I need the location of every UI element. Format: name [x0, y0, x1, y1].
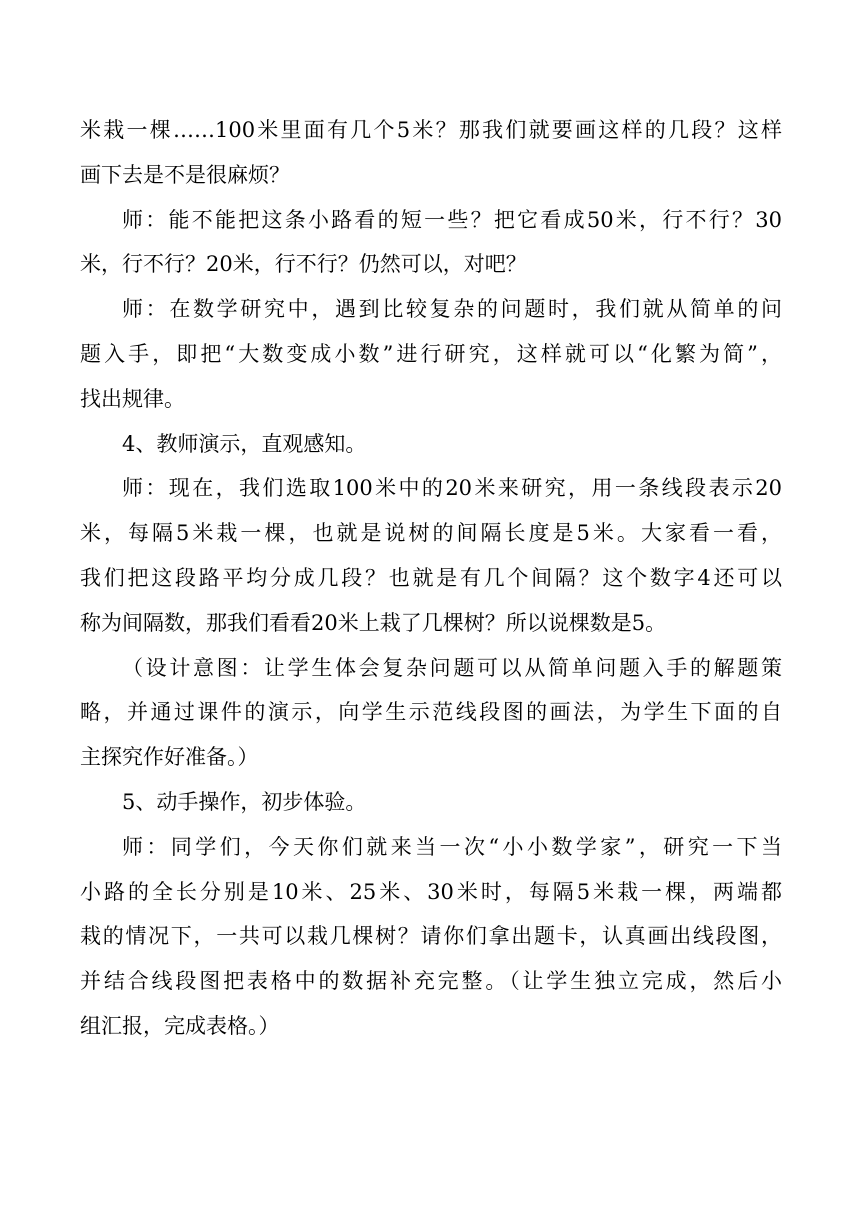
section-heading [80, 780, 782, 825]
text-line: 师：同学们，今天你们就来当一次“小小数学家”，研究一下当 [122, 834, 782, 859]
text-line: （设计意图：让学生体会复杂问题可以从简单问题入手的解题策 [122, 655, 782, 680]
paragraph [80, 287, 782, 421]
text-line: 称为间隔数，那我们看看20米上栽了几棵树？所以说棵数是5。 [80, 610, 667, 635]
design-note [80, 646, 782, 780]
text-line: 主探究作好准备。） [80, 745, 259, 770]
text-line: 师：在数学研究中，遇到比较复杂的问题时，我们就从简单的问 [122, 297, 782, 322]
text-line: 小路的全长分别是10米、25米、30米时，每隔5米栽一棵，两端都 [80, 879, 782, 904]
text-line: 略，并通过课件的演示，向学生示范线段图的画法，为学生下面的自 [80, 700, 782, 725]
text-line: 并结合线段图把表格中的数据补充完整。（让学生独立完成，然后小 [80, 969, 782, 994]
text-line: 题入手，即把“大数变成小数”进行研究，这样就可以“化繁为简”， [80, 341, 782, 366]
text-line: 我们把这段路平均分成几段？也就是有几个间隔？这个数字4还可以 [80, 565, 782, 590]
document-body [80, 108, 782, 1049]
text-line: 画下去是不是很麻烦？ [80, 162, 290, 187]
text-line: 米，每隔5米栽一棵，也就是说树的间隔长度是5米。大家看一看， [80, 521, 782, 546]
paragraph [80, 198, 782, 288]
text-line: 师：能不能把这条小路看的短一些？把它看成50米，行不行？30 [122, 207, 782, 232]
text-line: 组汇报，完成表格。） [80, 1013, 280, 1038]
paragraph [80, 825, 782, 1049]
section-heading [80, 422, 782, 467]
text-line: 4、教师演示，直观感知。 [122, 431, 367, 456]
text-line: 5、动手操作，初步体验。 [122, 789, 367, 814]
text-line: 师：现在，我们选取100米中的20米来研究，用一条线段表示20 [122, 476, 782, 501]
text-line: 米，行不行？20米，行不行？仍然可以，对吧？ [80, 252, 527, 277]
text-line: 栽的情况下，一共可以栽几棵树？请你们拿出题卡，认真画出线段图， [80, 924, 782, 949]
text-line: 米栽一棵……100米里面有几个5米？那我们就要画这样的几段？这样 [80, 118, 782, 142]
paragraph [80, 108, 782, 198]
text-line: 找出规律。 [80, 386, 185, 411]
paragraph [80, 466, 782, 645]
